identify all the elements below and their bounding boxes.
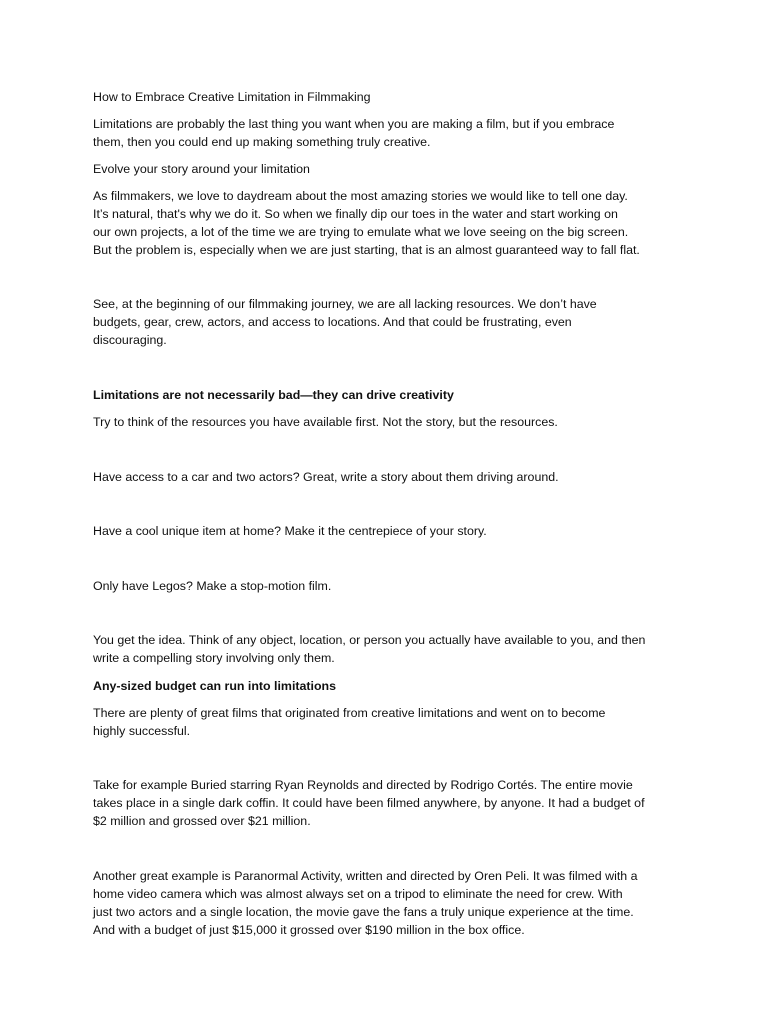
section-heading-limitations: Limitations are not necessarily bad—they can drive creativity — [93, 388, 454, 402]
paragraph-2-line-1: See, at the beginning of our filmmaking journey, we are all lacking resources. We don’t have — [93, 297, 597, 311]
paragraph-2-line-2: budgets, gear, crew, actors, and access to locations. And that could be frustrating, even — [93, 315, 572, 329]
paragraph-10-line-4: And with a budget of just $15,000 it grossed over $190 million in the box office. — [93, 923, 525, 937]
section-heading-budget: Any-sized budget can run into limitations — [93, 679, 337, 693]
paragraph-5: Have a cool unique item at home? Make it the centrepiece of your story. — [93, 524, 487, 538]
paragraph-6: Only have Legos? Make a stop-motion film. — [93, 579, 332, 593]
paragraph-4: Have access to a car and two actors? Great, write a story about them driving around. — [93, 470, 559, 484]
paragraph-8-line-2: highly successful. — [93, 724, 191, 738]
paragraph-9-line-3: $2 million and grossed over $21 million. — [93, 814, 311, 828]
paragraph-1-line-2: It’s natural, that's why we do it. So when we finally dip our toes in the water and start working on — [93, 207, 618, 221]
paragraph-2-line-3: discouraging. — [93, 333, 167, 347]
paragraph-10-line-3: just two actors and a single location, the movie gave the fans a truly unique experience at the time. — [93, 905, 634, 919]
paragraph-7-line-1: You get the idea. Think of any object, location, or person you actually have available to you, and then — [93, 633, 646, 647]
paragraph-10-line-1: Another great example is Paranormal Activity, written and directed by Oren Peli. It was filmed with a — [93, 869, 638, 883]
paragraph-7-line-2: write a compelling story involving only them. — [93, 651, 335, 665]
intro-line-1: Limitations are probably the last thing you want when you are making a film, but if you embrace — [93, 117, 615, 131]
section-heading-evolve: Evolve your story around your limitation — [93, 162, 310, 176]
intro-line-2: them, then you could end up making something truly creative. — [93, 135, 431, 149]
paragraph-1-line-4: But the problem is, especially when we are just starting, that is an almost guaranteed way to fall flat. — [93, 243, 640, 257]
paragraph-9-line-1: Take for example Buried starring Ryan Reynolds and directed by Rodrigo Cortés. The entire movie — [93, 778, 633, 792]
paragraph-8-line-1: There are plenty of great films that originated from creative limitations and went on to become — [93, 706, 606, 720]
paragraph-1-line-3: our own projects, a lot of the time we are trying to emulate what we love seeing on the big screen. — [93, 225, 629, 239]
document-title: How to Embrace Creative Limitation in Filmmaking — [93, 90, 371, 104]
paragraph-3: Try to think of the resources you have available first. Not the story, but the resources. — [93, 415, 558, 429]
paragraph-10-line-2: home video camera which was almost always set on a tripod to eliminate the need for crew. With — [93, 887, 623, 901]
paragraph-1-line-1: As filmmakers, we love to daydream about the most amazing stories we would like to tell one day. — [93, 189, 628, 203]
paragraph-9-line-2: takes place in a single dark coffin. It could have been filmed anywhere, by anyone. It had a budget of — [93, 796, 645, 810]
